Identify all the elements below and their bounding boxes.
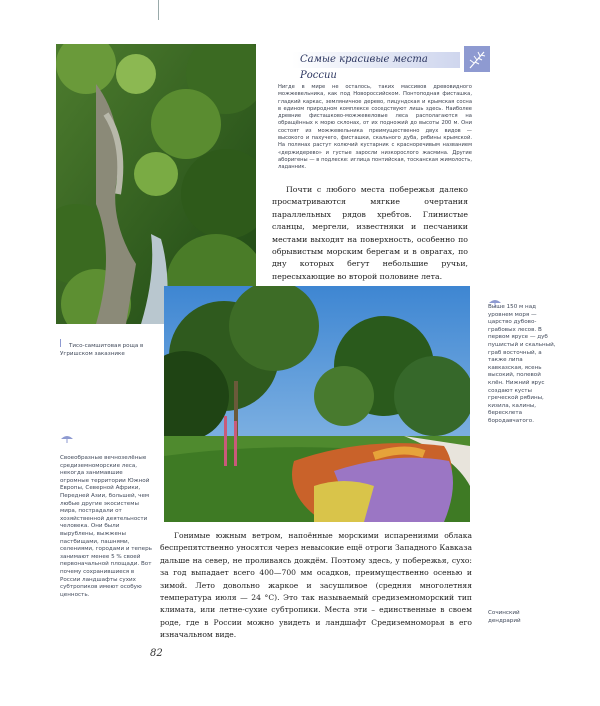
body-paragraph-2: Гонимые южным ветром, напоённые морскими испарениями облака беспрепятственно уносятся через невысокие ещё отроги Западного Кавказа дальше на север, не проливаясь дождём. Поэтому здесь, у побережья, сухо: за год выпадает всего 400—700 мм осадков, преимущественно осенью и зимой. Лето довольно жаркое и засушливое (средняя многолетняя температура июля — 24 °С). Это так называемый средиземноморский тип климата, или летне-сухие субтропики. Места эти – единственные в своем роде, где в России можно увидеть и ландшафт Средиземноморья в его изначальном виде. (160, 531, 472, 640)
section-title: Самые красивые места России (300, 54, 428, 81)
body-paragraph-1: Почти с любого места побережья далеко просматриваются мягкие очертания параллельных рядов хребтов. Глинистые сланцы, мергели, известняки и песчаники местами выходят на поверхность, особенно по обрывистым морским берегам и в оврагах, по дну которых бегут небольшие ручьи, пересыхающие во второй половине лета. (272, 185, 468, 281)
gorge-caption: Тисо-самшитовая роща в Угришском заказнике (60, 339, 156, 358)
park-caption: Сочинский дендрарий (488, 610, 521, 624)
mountain-caption: Выше 150 м над уровнем моря — царство дубово-грабовых лесов. В первом ярусе — дуб пушистый и скальный, граб восточный, а также липа кавказская, ясень высокий, полевой клён. Нижний ярус создают кусты греческой рябины, кизила, калины, бересклета бородавчатого. (488, 304, 556, 424)
leaf-icon (60, 339, 67, 347)
gorge-photo (56, 44, 256, 324)
tree-icon (60, 428, 74, 447)
forests-caption: Своеобразные вечнозелёные средиземноморские леса, некогда занимавшие огромные территории Южной Европы, Северной Африки, Передней Азии, большей, чем любые другие экосистемы мира, пострадали от хозяйственной деятельности человека. Они были вырублены, выжжены пастбищами, пашнями, селениями, городами и теперь занимают менее 5 % своей первоначальной площади. Вот почему сохранившиеся в России ландшафты сухих субтропиков имеют особую ценность. (60, 455, 152, 598)
park-photo (164, 286, 470, 522)
top-rule (158, 0, 159, 20)
section-header (258, 42, 470, 81)
sidebar-text: Нигде в мире не осталось, таких массивов древовидного можжевельника, как под Новороссийском. Понтоподная фисташка, гладкий каркас, земляничное дерево, пицундская и крымская сосна в едином природном комплексе соседствуют лишь здесь. Наиболее древние фисташково-можжевеловые леса располагаются на обращённых к морю склонах, от их подножий до высоты 200 м. Они состоят из можжевельника преимущественно двух видов — высокого и пахучего, фисташки, скального дуба, рябины крымской. На полянах растут колючий кустарник с красноречивым названием «держидерево» и густые заросли низкорослого жасмина. Другие аборигены — в подлеске: иглица понтийская, тосканская жимолость, ладанник. (278, 84, 472, 171)
juniper-sprig-icon (464, 46, 490, 72)
page-number: 82 (150, 648, 163, 659)
